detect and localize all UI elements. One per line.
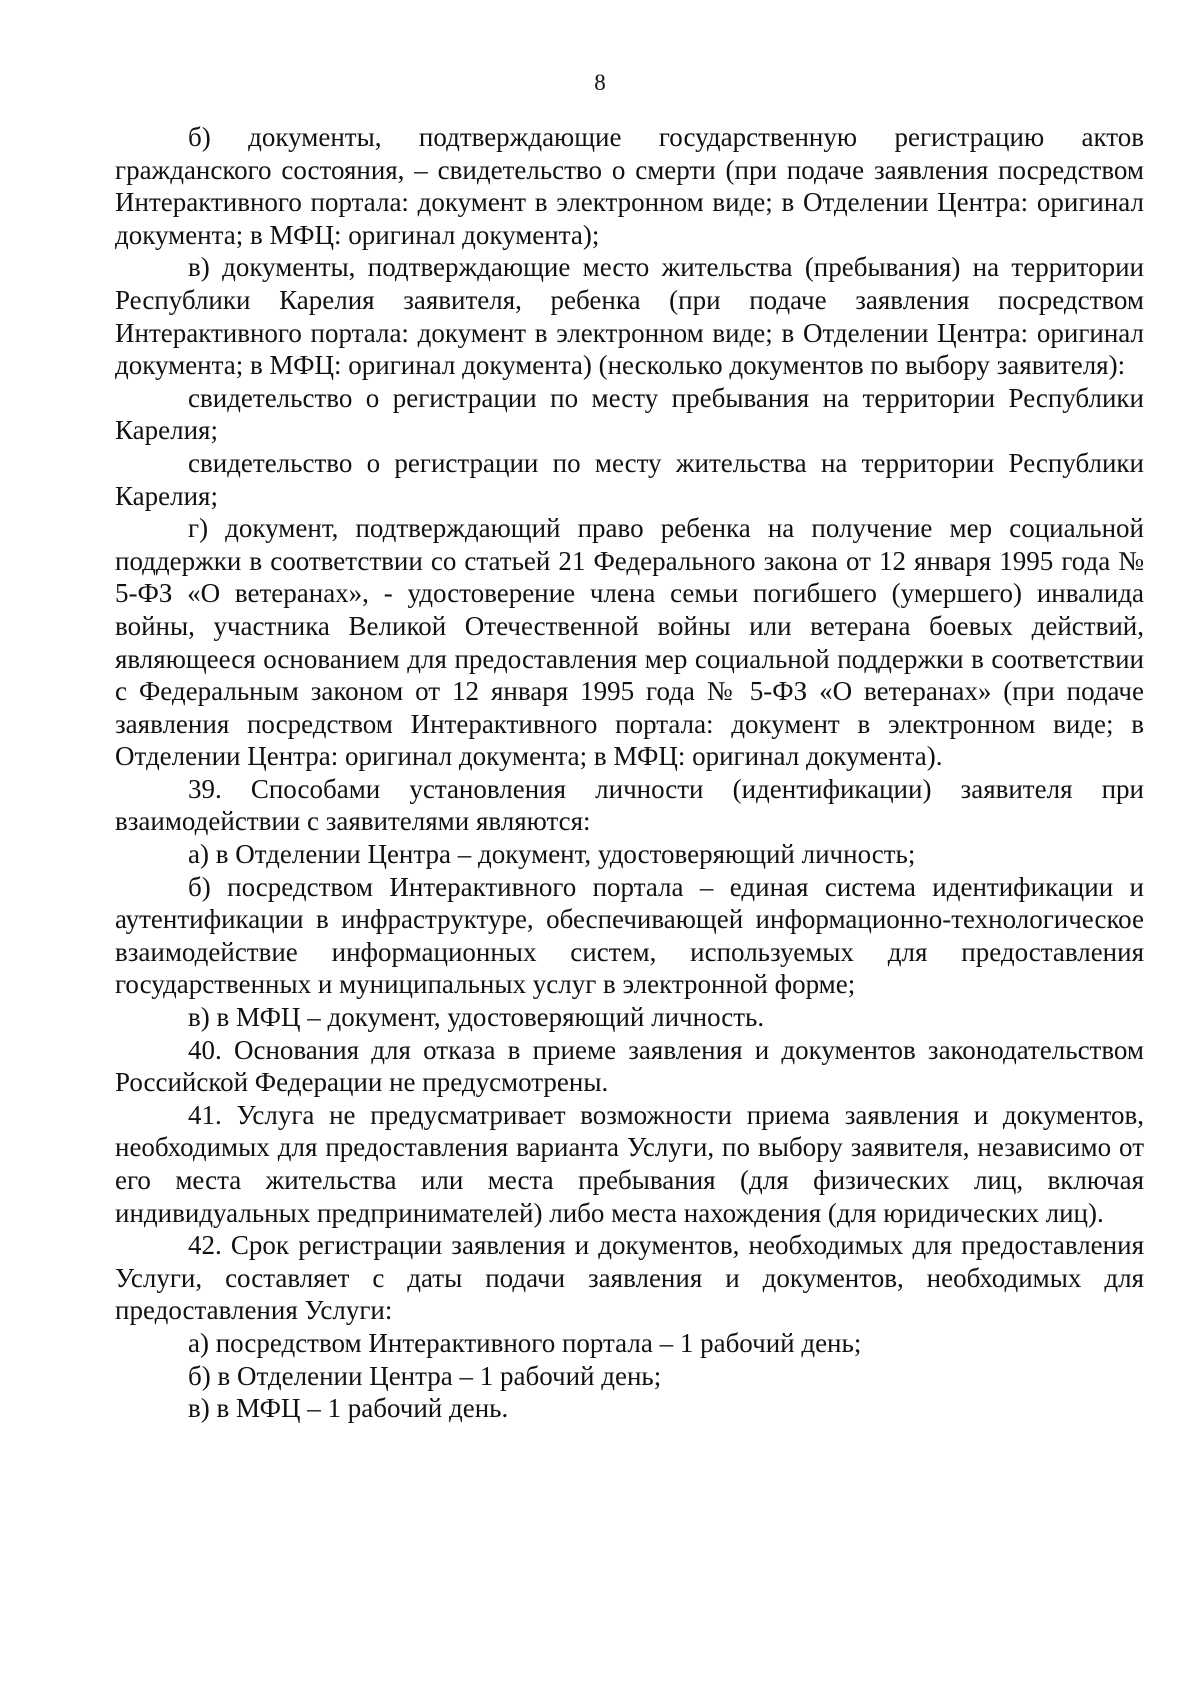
paragraph-41-extraterritorial: 41. Услуга не предусматривает возможности приема заявления и документов, необходимых для предоставления варианта Услуги, по выбору заявителя, независимо от его места жительства или места пребывания (для физических лиц, включая индивидуальных предпринимателей) либо места нахождения (для юридических лиц). bbox=[115, 1099, 1144, 1228]
paragraph-g-social-support-document: г) документ, подтверждающий право ребенка на получение мер социальной поддержки в соответствии со статьей 21 Федерального закона от 12 января 1995 года № 5-ФЗ «О ветеранах», - удостоверение члена семьи погибшего (умершего) инвалида войны, участника Великой Отечественной войны или ветерана боевых действий, являющееся основанием для предоставления мер социальной поддержки в соответствии с Федеральным законом от 12 января 1995 года № 5-ФЗ «О ветеранах» (при подаче заявления посредством Интерактивного портала: документ в электронном виде; в Отделении Центра: оригинал документа; в МФЦ: оригинал документа). bbox=[115, 513, 1144, 772]
paragraph-42-registration-term: 42. Срок регистрации заявления и документов, необходимых для предоставления Услуги, составляет с даты подачи заявления и документов, необходимых для предоставления Услуги: bbox=[115, 1230, 1144, 1326]
paragraph-42-a: а) посредством Интерактивного портала – 1 рабочий день; bbox=[188, 1327, 862, 1358]
paragraph-v-residence-documents: в) документы, подтверждающие место жительства (пребывания) на территории Республики Карелия заявителя, ребенка (при подаче заявления посредством Интерактивного портала: документ в электронном виде; в Отделении Центра: оригинал документа; в МФЦ: оригинал документа) (несколько документов по выбору заявителя): bbox=[115, 252, 1144, 381]
paragraph-40-refusal-grounds: 40. Основания для отказа в приеме заявления и документов законодательством Российской Федерации не предусмотрены. bbox=[115, 1034, 1144, 1098]
paragraph-39-a: а) в Отделении Центра – документ, удостоверяющий личность; bbox=[188, 839, 916, 870]
paragraph-39-identification-methods: 39. Способами установления личности (идентификации) заявителя при взаимодействии с заявителями являются: bbox=[115, 773, 1144, 837]
paragraph-residence-registration-certificate: свидетельство о регистрации по месту жительства на территории Республики Карелия; bbox=[115, 447, 1144, 511]
paragraph-42-b: б) в Отделении Центра – 1 рабочий день; bbox=[188, 1360, 662, 1391]
paragraph-42-v: в) в МФЦ – 1 рабочий день. bbox=[188, 1393, 509, 1424]
paragraph-39-v: в) в МФЦ – документ, удостоверяющий личность. bbox=[188, 1002, 765, 1033]
page-number: 8 bbox=[594, 70, 606, 95]
paragraph-b-civil-status-documents: б) документы, подтверждающие государственную регистрацию актов гражданского состояния, – свидетельство о смерти (при подаче заявления посредством Интерактивного портала: документ в электронном виде; в Отделении Центра: оригинал документа; в МФЦ: оригинал документа); bbox=[115, 122, 1144, 250]
paragraph-39-b: б) посредством Интерактивного портала – единая система идентификации и аутентификации в инфраструктуре, обеспечивающей информационно-технологическое взаимодействие информационных систем, используемых для предоставления государственных и муниципальных услуг в электронной форме; bbox=[115, 871, 1144, 1000]
document-body bbox=[115, 121, 1144, 1425]
paragraph-stay-registration-certificate: свидетельство о регистрации по месту пребывания на территории Республики Карелия; bbox=[115, 382, 1144, 446]
